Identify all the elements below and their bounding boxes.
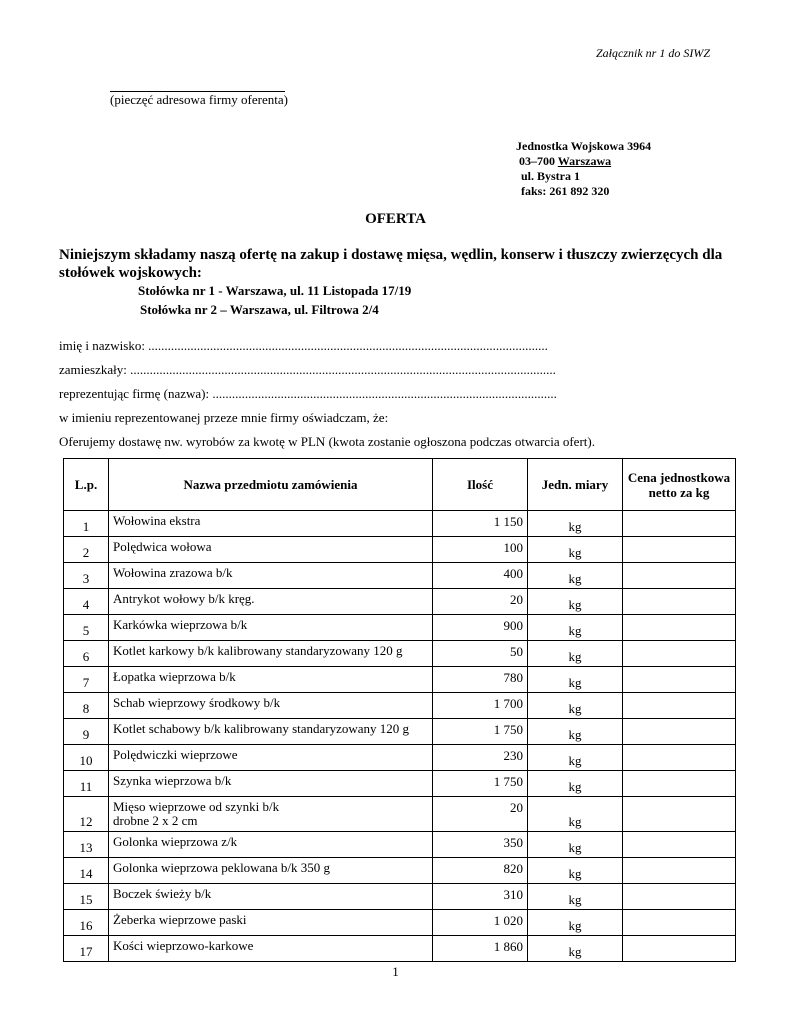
cell-price xyxy=(623,511,736,537)
cell-lp: 5 xyxy=(64,615,109,641)
cell-lp: 6 xyxy=(64,641,109,667)
table-row xyxy=(64,719,736,745)
cell-lp: 1 xyxy=(64,511,109,537)
cell-price xyxy=(623,745,736,771)
table-header-row xyxy=(64,459,736,511)
cell-qty: 900 xyxy=(433,615,528,641)
cell-price xyxy=(623,797,736,832)
cell-unit: kg xyxy=(528,771,623,797)
cell-unit: kg xyxy=(528,936,623,962)
cell-unit: kg xyxy=(528,693,623,719)
table-row xyxy=(64,693,736,719)
cell-lp: 7 xyxy=(64,667,109,693)
cell-qty: 1 700 xyxy=(433,693,528,719)
cell-name: Łopatka wieprzowa b/k xyxy=(109,667,433,693)
cell-price xyxy=(623,884,736,910)
cell-price xyxy=(623,667,736,693)
cell-qty: 310 xyxy=(433,884,528,910)
page-number: 1 xyxy=(392,964,399,979)
offer-intro: Niniejszym składamy naszą ofertę na zakup i dostawę mięsa, wędlin, konserw i tłuszczy zwierzęcych dla stołówek wojskowych: xyxy=(59,247,723,281)
cell-lp: 2 xyxy=(64,537,109,563)
table-row xyxy=(64,745,736,771)
cell-qty: 1 150 xyxy=(433,511,528,537)
header-unit: Jedn. miary xyxy=(528,459,623,511)
cell-lp: 8 xyxy=(64,693,109,719)
declaration-text: w imieniu reprezentowanej przeze mnie firmy oświadczam, że: xyxy=(59,410,389,425)
cell-name: Golonka wieprzowa peklowana b/k 350 g xyxy=(109,858,433,884)
cell-unit: kg xyxy=(528,910,623,936)
header-name: Nazwa przedmiotu zamówienia xyxy=(109,459,433,511)
table-row xyxy=(64,667,736,693)
cell-price xyxy=(623,589,736,615)
cell-name: Polędwiczki wieprzowe xyxy=(109,745,433,771)
cell-lp: 9 xyxy=(64,719,109,745)
header-qty: Ilość xyxy=(433,459,528,511)
cell-name: Wołowina ekstra xyxy=(109,511,433,537)
table-row xyxy=(64,910,736,936)
cell-qty: 50 xyxy=(433,641,528,667)
cell-qty: 400 xyxy=(433,563,528,589)
cell-price xyxy=(623,832,736,858)
canteen-1: Stołówka nr 1 - Warszawa, ul. 11 Listopada 17/19 xyxy=(138,283,412,298)
header-lp: L.p. xyxy=(64,459,109,511)
cell-lp: 11 xyxy=(64,771,109,797)
table-row xyxy=(64,858,736,884)
cell-name: Polędwica wołowa xyxy=(109,537,433,563)
cell-name: Golonka wieprzowa z/k xyxy=(109,832,433,858)
recipient-fax: faks: 261 892 320 xyxy=(521,184,610,198)
cell-name: Antrykot wołowy b/k kręg. xyxy=(109,589,433,615)
cell-price xyxy=(623,910,736,936)
cell-price xyxy=(623,858,736,884)
items-table xyxy=(63,458,736,962)
table-row xyxy=(64,936,736,962)
cell-qty: 230 xyxy=(433,745,528,771)
recipient-unit: Jednostka Wojskowa 3964 xyxy=(516,139,652,153)
cell-unit: kg xyxy=(528,884,623,910)
table-row xyxy=(64,771,736,797)
table-row xyxy=(64,641,736,667)
cell-unit: kg xyxy=(528,589,623,615)
cell-lp: 4 xyxy=(64,589,109,615)
cell-unit: kg xyxy=(528,745,623,771)
cell-qty: 20 xyxy=(433,797,528,832)
cell-lp: 14 xyxy=(64,858,109,884)
table-row xyxy=(64,511,736,537)
cell-price xyxy=(623,563,736,589)
cell-price xyxy=(623,537,736,563)
cell-qty: 350 xyxy=(433,832,528,858)
table-row xyxy=(64,563,736,589)
cell-unit: kg xyxy=(528,563,623,589)
cell-unit: kg xyxy=(528,667,623,693)
cell-unit: kg xyxy=(528,719,623,745)
field-name: imię i nazwisko: ........................................................................................................................... xyxy=(59,338,548,353)
table-row xyxy=(64,832,736,858)
cell-lp: 17 xyxy=(64,936,109,962)
cell-lp: 13 xyxy=(64,832,109,858)
cell-name: Wołowina zrazowa b/k xyxy=(109,563,433,589)
cell-name: Mięso wieprzowe od szynki b/k drobne 2 x 2 cm xyxy=(109,797,433,832)
cell-unit: kg xyxy=(528,537,623,563)
recipient-city-line xyxy=(519,154,611,170)
cell-qty: 1 750 xyxy=(433,719,528,745)
table-row xyxy=(64,615,736,641)
cell-qty: 100 xyxy=(433,537,528,563)
table-row xyxy=(64,884,736,910)
table-row xyxy=(64,797,736,832)
cell-qty: 1 750 xyxy=(433,771,528,797)
document-title: OFERTA xyxy=(365,211,426,227)
recipient-street: ul. Bystra 1 xyxy=(521,169,581,183)
cell-qty: 1 020 xyxy=(433,910,528,936)
recipient-postal-code: 03–700 xyxy=(519,154,555,168)
cell-name: Kotlet karkowy b/k kalibrowany standaryzowany 120 g xyxy=(109,641,433,667)
field-company: reprezentując firmę (nazwa): .......................................................................................................... xyxy=(59,386,557,401)
cell-lp: 12 xyxy=(64,797,109,832)
stamp-caption: (pieczęć adresowa firmy oferenta) xyxy=(110,92,288,107)
cell-name: Kotlet schabowy b/k kalibrowany standaryzowany 120 g xyxy=(109,719,433,745)
cell-price xyxy=(623,693,736,719)
cell-lp: 16 xyxy=(64,910,109,936)
cell-price xyxy=(623,936,736,962)
cell-price xyxy=(623,719,736,745)
cell-lp: 3 xyxy=(64,563,109,589)
cell-unit: kg xyxy=(528,832,623,858)
field-residence: zamieszkały: ................................................................................................................................... xyxy=(59,362,556,377)
cell-price xyxy=(623,615,736,641)
cell-qty: 820 xyxy=(433,858,528,884)
offer-text: Oferujemy dostawę nw. wyrobów za kwotę w PLN (kwota zostanie ogłoszona podczas otwarcia ofert). xyxy=(59,434,595,449)
cell-name: Kości wieprzowo-karkowe xyxy=(109,936,433,962)
cell-lp: 15 xyxy=(64,884,109,910)
cell-unit: kg xyxy=(528,511,623,537)
table-row xyxy=(64,537,736,563)
cell-unit: kg xyxy=(528,858,623,884)
cell-unit: kg xyxy=(528,641,623,667)
cell-unit: kg xyxy=(528,797,623,832)
header-price: Cena jednostkowa netto za kg xyxy=(623,459,736,511)
cell-name: Schab wieprzowy środkowy b/k xyxy=(109,693,433,719)
cell-name: Szynka wieprzowa b/k xyxy=(109,771,433,797)
attachment-label: Załącznik nr 1 do SIWZ xyxy=(596,46,710,60)
cell-qty: 1 860 xyxy=(433,936,528,962)
cell-price xyxy=(623,771,736,797)
cell-qty: 780 xyxy=(433,667,528,693)
table-row xyxy=(64,589,736,615)
cell-name: Karkówka wieprzowa b/k xyxy=(109,615,433,641)
cell-name: Żeberka wieprzowe paski xyxy=(109,910,433,936)
cell-lp: 10 xyxy=(64,745,109,771)
canteen-2: Stołówka nr 2 – Warszawa, ul. Filtrowa 2/4 xyxy=(140,302,379,317)
cell-name: Boczek świeży b/k xyxy=(109,884,433,910)
cell-qty: 20 xyxy=(433,589,528,615)
cell-price xyxy=(623,641,736,667)
cell-unit: kg xyxy=(528,615,623,641)
recipient-city: Warszawa xyxy=(557,154,612,168)
